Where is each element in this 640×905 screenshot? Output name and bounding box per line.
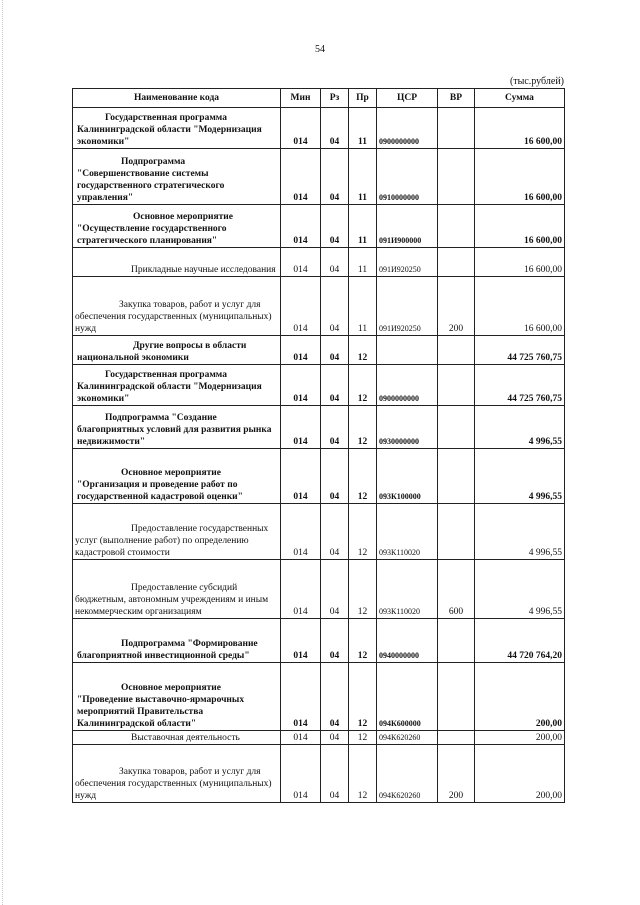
row-min: 014 — [281, 277, 321, 336]
units-label: (тыс.рублей) — [509, 76, 564, 87]
row-csr: 094К620260 — [377, 745, 438, 803]
row-vr — [438, 108, 475, 149]
table-row — [73, 745, 565, 803]
margin-line — [2, 0, 3, 905]
row-min: 014 — [281, 406, 321, 449]
table-row — [73, 149, 565, 205]
page-number: 54 — [315, 44, 325, 55]
header-sum: Сумма — [475, 89, 565, 108]
table-row — [73, 277, 565, 336]
row-min: 014 — [281, 560, 321, 619]
table-row — [73, 108, 565, 149]
row-vr — [438, 619, 475, 663]
row-name: Предоставление государственных услуг (выполнение работ) по определению кадастровой стоимости — [73, 504, 281, 560]
row-pr: 12 — [349, 504, 377, 560]
row-csr: 091И920250 — [377, 248, 438, 277]
row-rz: 04 — [321, 449, 349, 504]
row-name: Государственная программа Калининградской области "Модернизация экономики" — [73, 108, 281, 149]
row-rz: 04 — [321, 406, 349, 449]
row-rz: 04 — [321, 560, 349, 619]
row-sum: 16 600,00 — [475, 108, 565, 149]
row-sum: 16 600,00 — [475, 277, 565, 336]
row-min: 014 — [281, 365, 321, 406]
row-sum: 4 996,55 — [475, 406, 565, 449]
row-rz: 04 — [321, 336, 349, 365]
row-name: Другие вопросы в области национальной экономики — [73, 336, 281, 365]
row-min: 014 — [281, 504, 321, 560]
row-vr — [438, 449, 475, 504]
table-row — [73, 205, 565, 248]
table-row — [73, 504, 565, 560]
row-vr — [438, 731, 475, 745]
row-rz: 04 — [321, 277, 349, 336]
table-row — [73, 336, 565, 365]
row-sum: 200,00 — [475, 731, 565, 745]
row-csr: 091И900000 — [377, 205, 438, 248]
row-min: 014 — [281, 619, 321, 663]
header-vr: ВР — [438, 89, 475, 108]
row-name: Прикладные научные исследования — [73, 248, 281, 277]
table-row — [73, 406, 565, 449]
row-name: Подпрограмма "Формирование благоприятной инвестиционной среды" — [73, 619, 281, 663]
row-rz: 04 — [321, 745, 349, 803]
table-row — [73, 663, 565, 731]
row-pr: 11 — [349, 248, 377, 277]
row-csr: 093К110020 — [377, 504, 438, 560]
row-csr: 093К100000 — [377, 449, 438, 504]
row-pr: 12 — [349, 336, 377, 365]
row-pr: 12 — [349, 365, 377, 406]
row-vr — [438, 406, 475, 449]
row-min: 014 — [281, 205, 321, 248]
row-pr: 12 — [349, 406, 377, 449]
row-rz: 04 — [321, 149, 349, 205]
row-rz: 04 — [321, 365, 349, 406]
row-name: Закупка товаров, работ и услуг для обеспечения государственных (муниципальных) нужд — [73, 277, 281, 336]
row-name: Предоставление субсидий бюджетным, автономным учреждениям и иным некоммерческим организациям — [73, 560, 281, 619]
table-row — [73, 449, 565, 504]
row-pr: 12 — [349, 619, 377, 663]
row-sum: 4 996,55 — [475, 560, 565, 619]
row-min: 014 — [281, 663, 321, 731]
row-pr: 11 — [349, 108, 377, 149]
table-row — [73, 731, 565, 745]
row-name: Основное мероприятие "Осуществление государственного стратегического планирования" — [73, 205, 281, 248]
header-csr: ЦСР — [377, 89, 438, 108]
row-vr: 200 — [438, 277, 475, 336]
row-sum: 4 996,55 — [475, 449, 565, 504]
row-sum: 44 725 760,75 — [475, 365, 565, 406]
table-row — [73, 248, 565, 277]
row-sum: 16 600,00 — [475, 248, 565, 277]
row-sum: 4 996,55 — [475, 504, 565, 560]
row-vr — [438, 504, 475, 560]
row-name: Подпрограмма "Совершенствование системы государственного стратегического управления" — [73, 149, 281, 205]
row-vr — [438, 365, 475, 406]
row-sum: 44 725 760,75 — [475, 336, 565, 365]
header-min: Мин — [281, 89, 321, 108]
row-pr: 11 — [349, 149, 377, 205]
row-min: 014 — [281, 248, 321, 277]
row-sum: 16 600,00 — [475, 149, 565, 205]
table-row — [73, 560, 565, 619]
row-min: 014 — [281, 336, 321, 365]
row-csr: 0940000000 — [377, 619, 438, 663]
row-rz: 04 — [321, 504, 349, 560]
row-name: Закупка товаров, работ и услуг для обеспечения государственных (муниципальных) нужд — [73, 745, 281, 803]
row-rz: 04 — [321, 619, 349, 663]
row-rz: 04 — [321, 108, 349, 149]
row-pr: 12 — [349, 449, 377, 504]
row-sum: 200,00 — [475, 745, 565, 803]
row-name: Основное мероприятие "Проведение выставочно-ярмарочных мероприятий Правительства Калининградской области" — [73, 663, 281, 731]
row-csr: 094К600000 — [377, 663, 438, 731]
row-min: 014 — [281, 731, 321, 745]
row-vr — [438, 205, 475, 248]
row-pr: 12 — [349, 663, 377, 731]
row-sum: 16 600,00 — [475, 205, 565, 248]
header-rz: Рз — [321, 89, 349, 108]
table-row — [73, 619, 565, 663]
row-min: 014 — [281, 449, 321, 504]
header-name: Наименование кода — [73, 89, 281, 108]
row-pr: 11 — [349, 277, 377, 336]
row-vr — [438, 663, 475, 731]
table-row — [73, 365, 565, 406]
row-sum: 44 720 764,20 — [475, 619, 565, 663]
row-vr — [438, 149, 475, 205]
row-min: 014 — [281, 745, 321, 803]
row-sum: 200,00 — [475, 663, 565, 731]
row-csr: 0900000000 — [377, 365, 438, 406]
row-csr: 093К110020 — [377, 560, 438, 619]
row-rz: 04 — [321, 663, 349, 731]
row-csr: 091И920250 — [377, 277, 438, 336]
row-name: Выставочная деятельность — [73, 731, 281, 745]
row-rz: 04 — [321, 731, 349, 745]
row-pr: 12 — [349, 560, 377, 619]
row-rz: 04 — [321, 205, 349, 248]
row-csr — [377, 336, 438, 365]
row-pr: 11 — [349, 205, 377, 248]
row-vr — [438, 336, 475, 365]
row-csr: 094К620260 — [377, 731, 438, 745]
row-min: 014 — [281, 149, 321, 205]
row-pr: 12 — [349, 731, 377, 745]
row-name: Основное мероприятие "Организация и проведение работ по государственной кадастровой оценки" — [73, 449, 281, 504]
row-name: Государственная программа Калининградской области "Модернизация экономики" — [73, 365, 281, 406]
table-header-row — [73, 89, 565, 108]
row-vr: 600 — [438, 560, 475, 619]
row-name: Подпрограмма "Создание благоприятных условий для развития рынка недвижимости" — [73, 406, 281, 449]
header-pr: Пр — [349, 89, 377, 108]
budget-table — [72, 88, 565, 803]
row-csr: 0910000000 — [377, 149, 438, 205]
row-vr — [438, 248, 475, 277]
row-csr: 0900000000 — [377, 108, 438, 149]
row-csr: 0930000000 — [377, 406, 438, 449]
row-min: 014 — [281, 108, 321, 149]
row-rz: 04 — [321, 248, 349, 277]
row-pr: 12 — [349, 745, 377, 803]
row-vr: 200 — [438, 745, 475, 803]
